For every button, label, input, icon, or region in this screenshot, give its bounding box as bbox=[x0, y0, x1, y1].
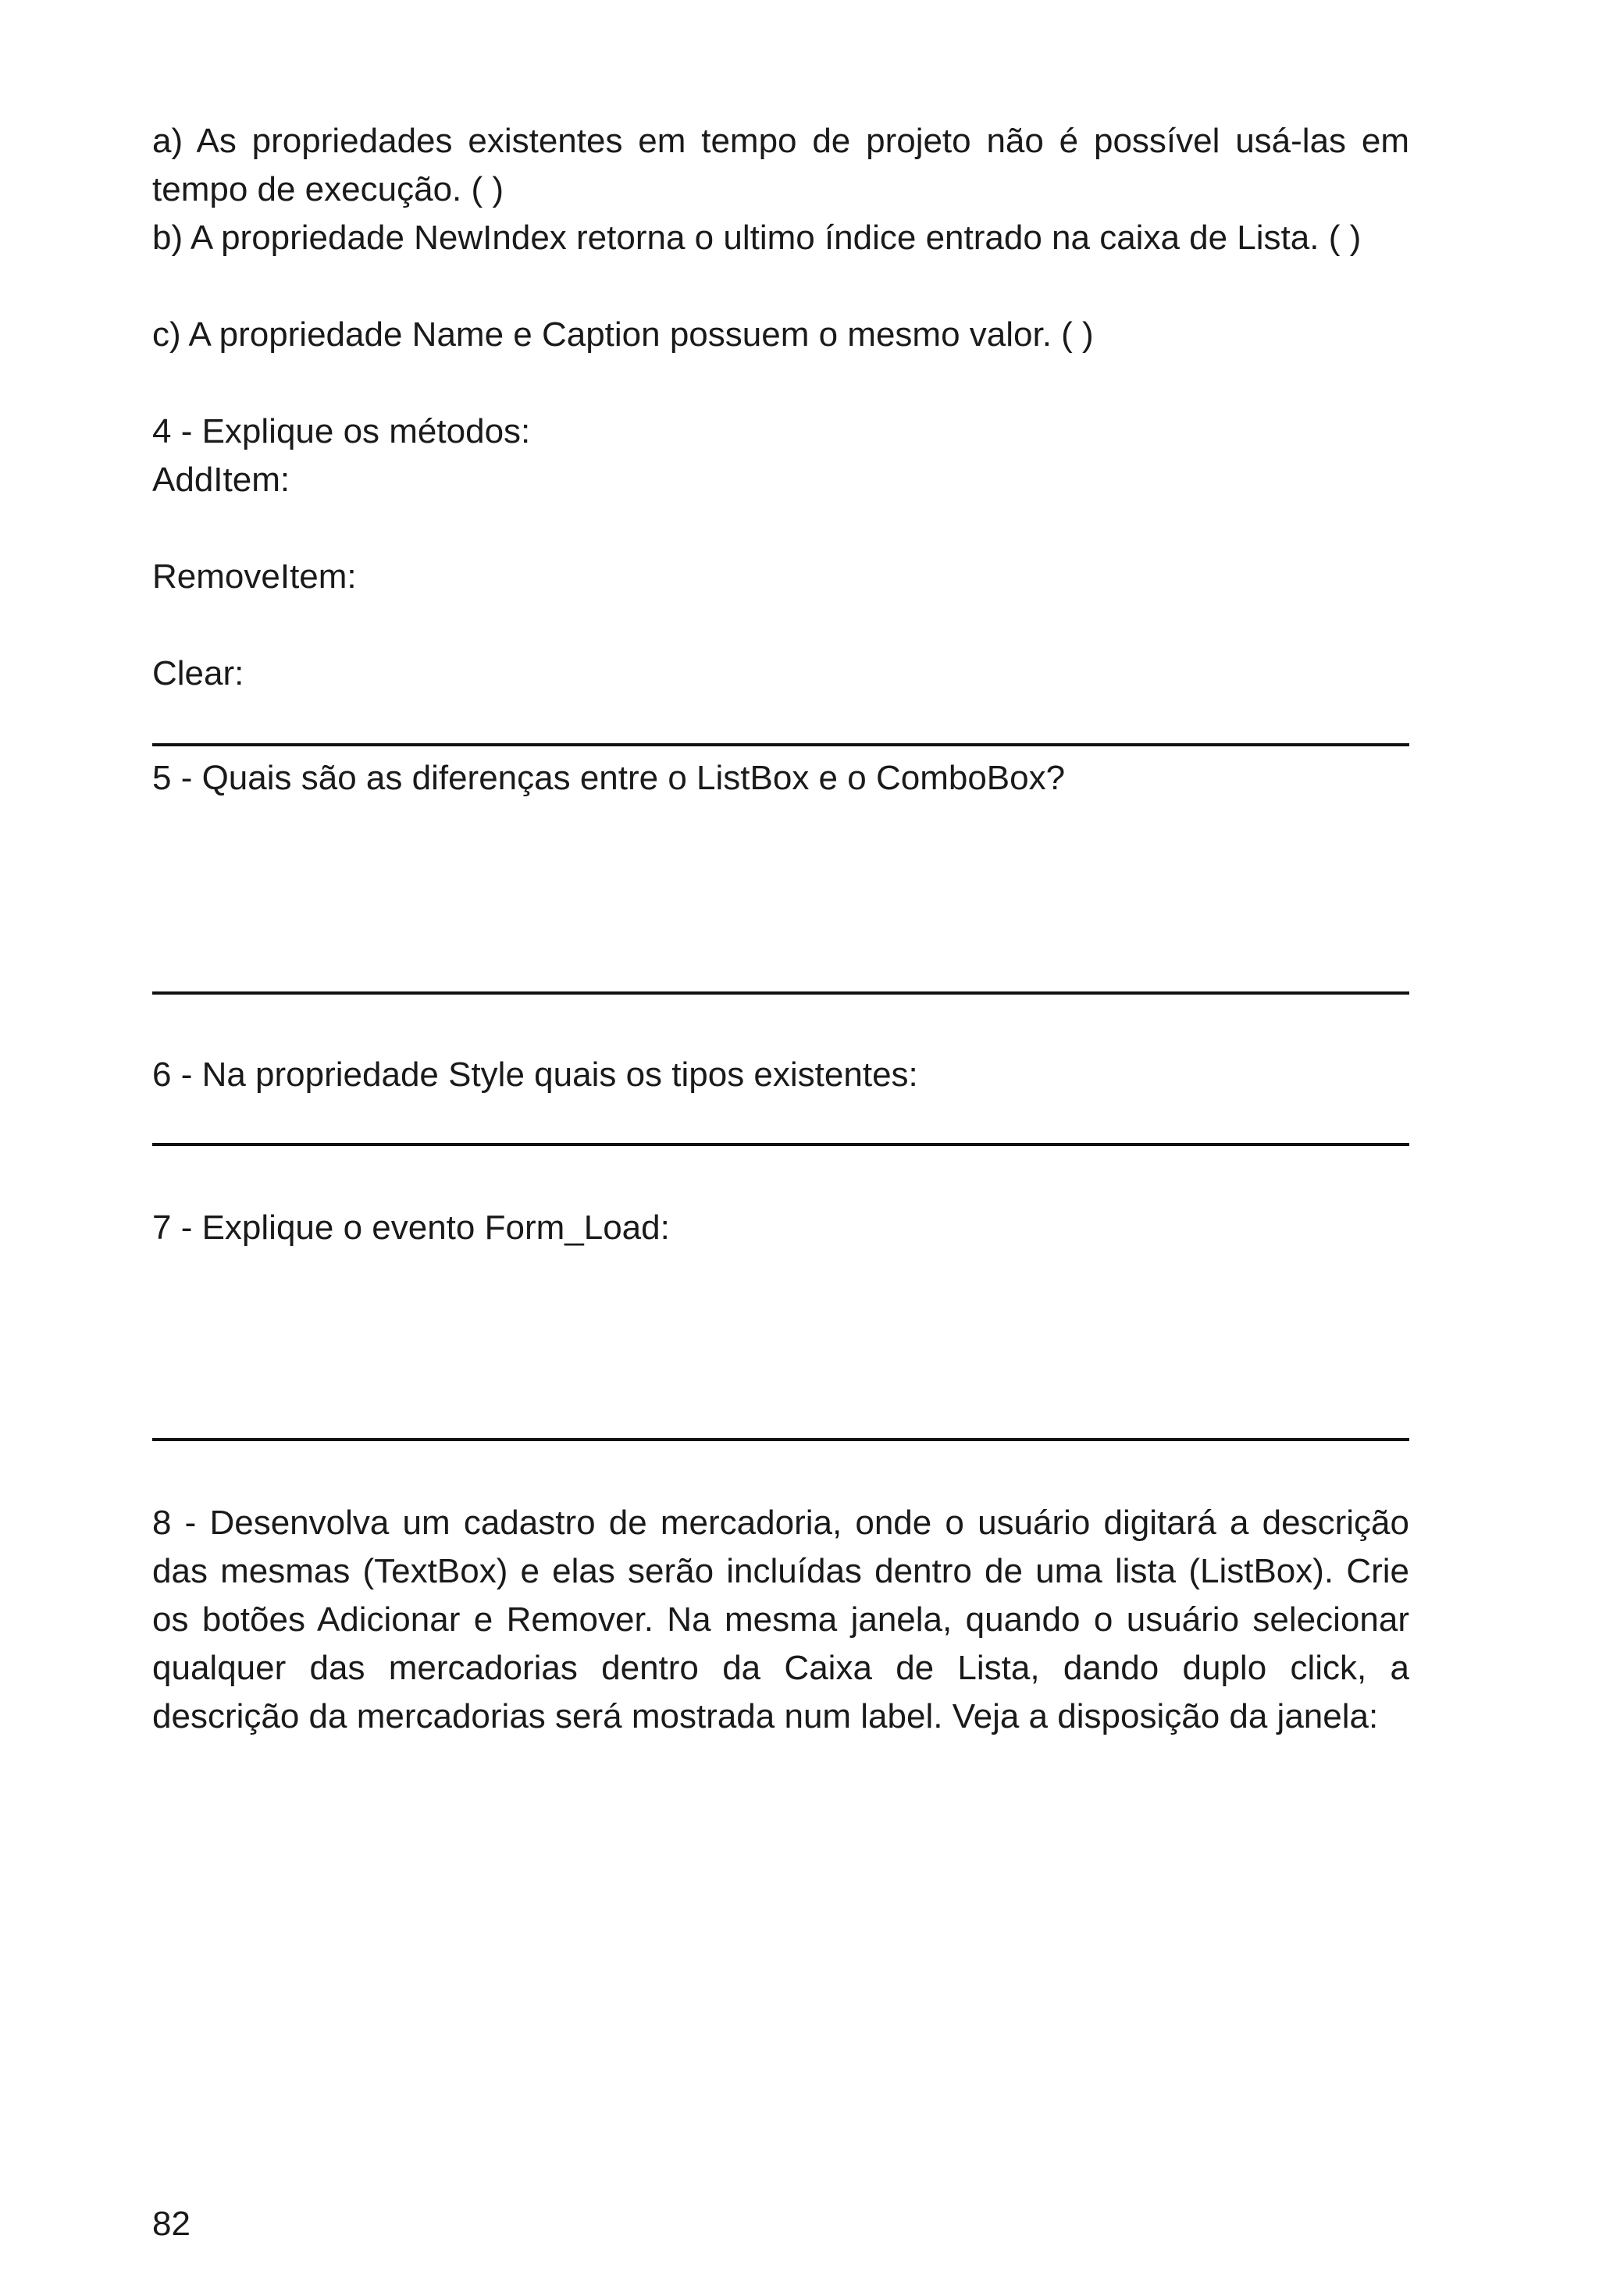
divider-line bbox=[152, 1438, 1409, 1441]
method-removeitem-label: RemoveItem: bbox=[152, 557, 357, 596]
page-number: 82 bbox=[152, 2205, 191, 2243]
question-8: 8 - Desenvolva um cadastro de mercadoria, onde o usuário digitará a descrição das mesmas (TextBox) e elas serão incluídas dentro de uma lista (ListBox). Crie os botões Adicionar e Remover. Na mesma janela, quando o usuário selecionar qualquer das mercadorias dentro da Caixa de Lista, dando duplo click, a descrição da mercadorias será mostrada num label. Veja a disposição da janela: bbox=[152, 1504, 1409, 1735]
question-6: 6 - Na propriedade Style quais os tipos existentes: bbox=[152, 1055, 918, 1094]
method-additem-label: AddItem: bbox=[152, 461, 290, 499]
question-5: 5 - Quais são as diferenças entre o ListBox e o ComboBox? bbox=[152, 759, 1066, 797]
question-7: 7 - Explique o evento Form_Load: bbox=[152, 1209, 670, 1247]
divider-line bbox=[152, 1143, 1409, 1146]
divider-line bbox=[152, 991, 1409, 995]
question-3a: a) As propriedades existentes em tempo de projeto não é possível usá-las em tempo de execução. ( ) bbox=[152, 122, 1409, 208]
question-4-heading: 4 - Explique os métodos: bbox=[152, 412, 531, 450]
question-3b: b) A propriedade NewIndex retorna o ultimo índice entrado na caixa de Lista. ( ) bbox=[152, 219, 1362, 257]
divider-line bbox=[152, 743, 1409, 746]
question-3c: c) A propriedade Name e Caption possuem o mesmo valor. ( ) bbox=[152, 315, 1094, 354]
method-clear-label: Clear: bbox=[152, 654, 244, 692]
